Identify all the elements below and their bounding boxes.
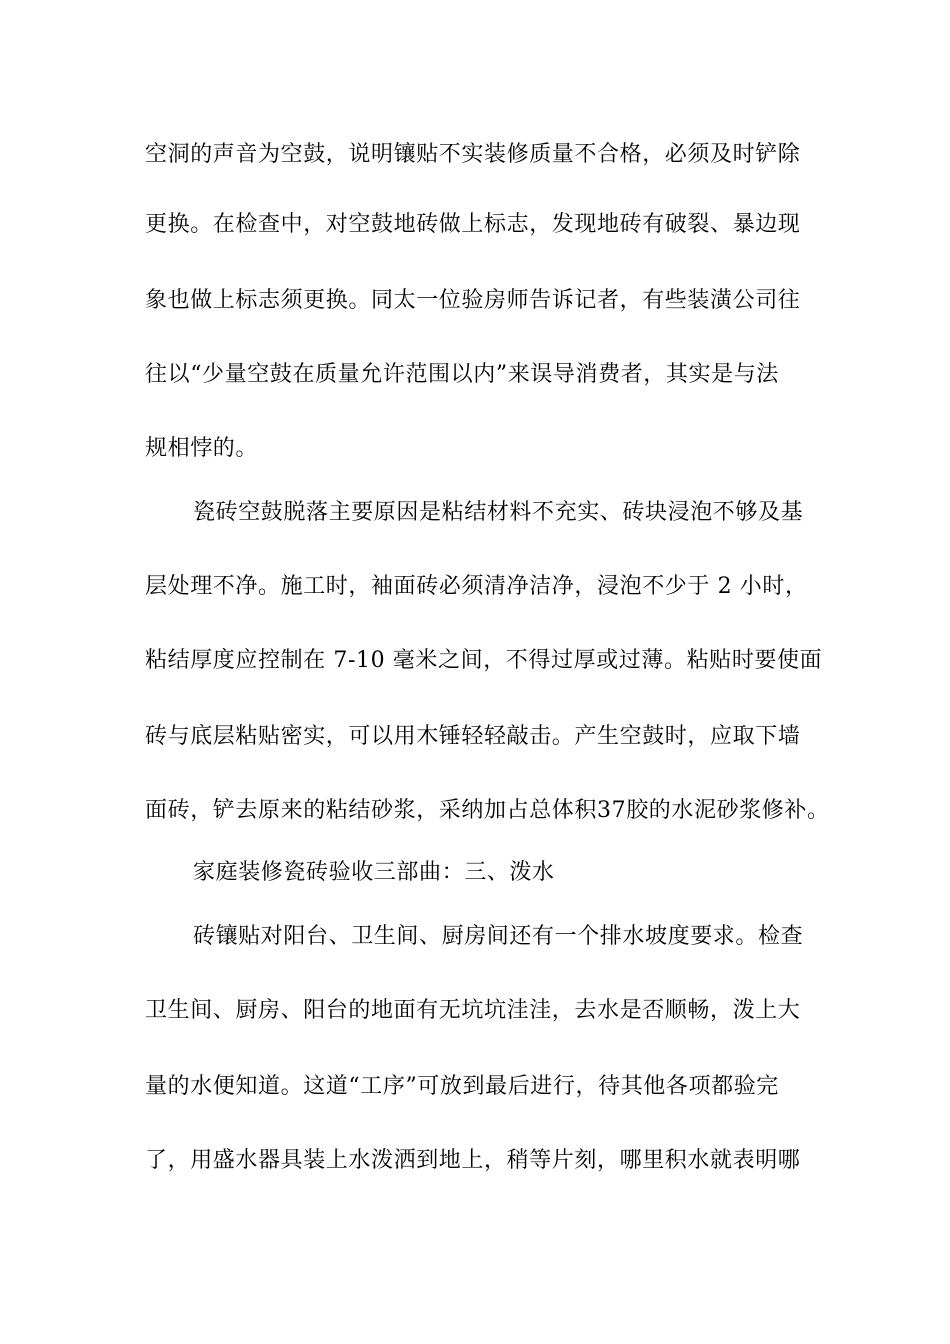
paragraph-2-line-1: 瓷砖空鼓脱落主要原因是粘结材料不充实、砖块浸泡不够及基	[193, 500, 804, 525]
paragraph-2-line-3: 粘结厚度应控制在 7-10 毫米之间，不得过厚或过薄。粘贴时要使面	[145, 648, 823, 673]
section-heading: 家庭装修瓷砖验收三部曲：三、泼水	[193, 860, 555, 885]
paragraph-3-line-1: 砖镶贴对阳台、卫生间、厨房间还有一个排水坡度要求。检查	[193, 924, 804, 949]
paragraph-1-line-5: 规相悖的。	[145, 436, 259, 461]
paragraph-2-line-2: 层处理不净。施工时，袖面砖必须清净洁净，浸泡不少于 2 小时，	[145, 574, 808, 599]
paragraph-3-line-3: 量的水便知道。这道“工序”可放到最后进行，待其他各项都验完	[145, 1074, 779, 1099]
paragraph-3-line-4: 了，用盛水器具装上水泼洒到地上，稍等片刻，哪里积水就表明哪	[145, 1148, 801, 1173]
paragraph-1-line-2: 更换。在检查中，对空鼓地砖做上标志，发现地砖有破裂、暴边现	[145, 212, 801, 237]
paragraph-2-line-5: 面砖，铲去原来的粘结砂浆，采纳加占总体积37胶的水泥砂浆修补。	[145, 798, 830, 823]
paragraph-1-line-3: 象也做上标志须更换。同太一位验房师告诉记者，有些装潢公司往	[145, 288, 801, 313]
paragraph-1-line-4: 往以“少量空鼓在质量允许范围以内”来误导消费者，其实是与法	[145, 362, 779, 387]
paragraph-3-line-2: 卫生间、厨房、阳台的地面有无坑坑洼洼，去水是否顺畅，泼上大	[145, 998, 801, 1023]
paragraph-1-line-1: 空洞的声音为空鼓，说明镶贴不实装修质量不合格，必须及时铲除	[145, 142, 801, 167]
paragraph-2-line-4: 砖与底层粘贴密实，可以用木锤轻轻敲击。产生空鼓时，应取下墙	[145, 724, 801, 749]
